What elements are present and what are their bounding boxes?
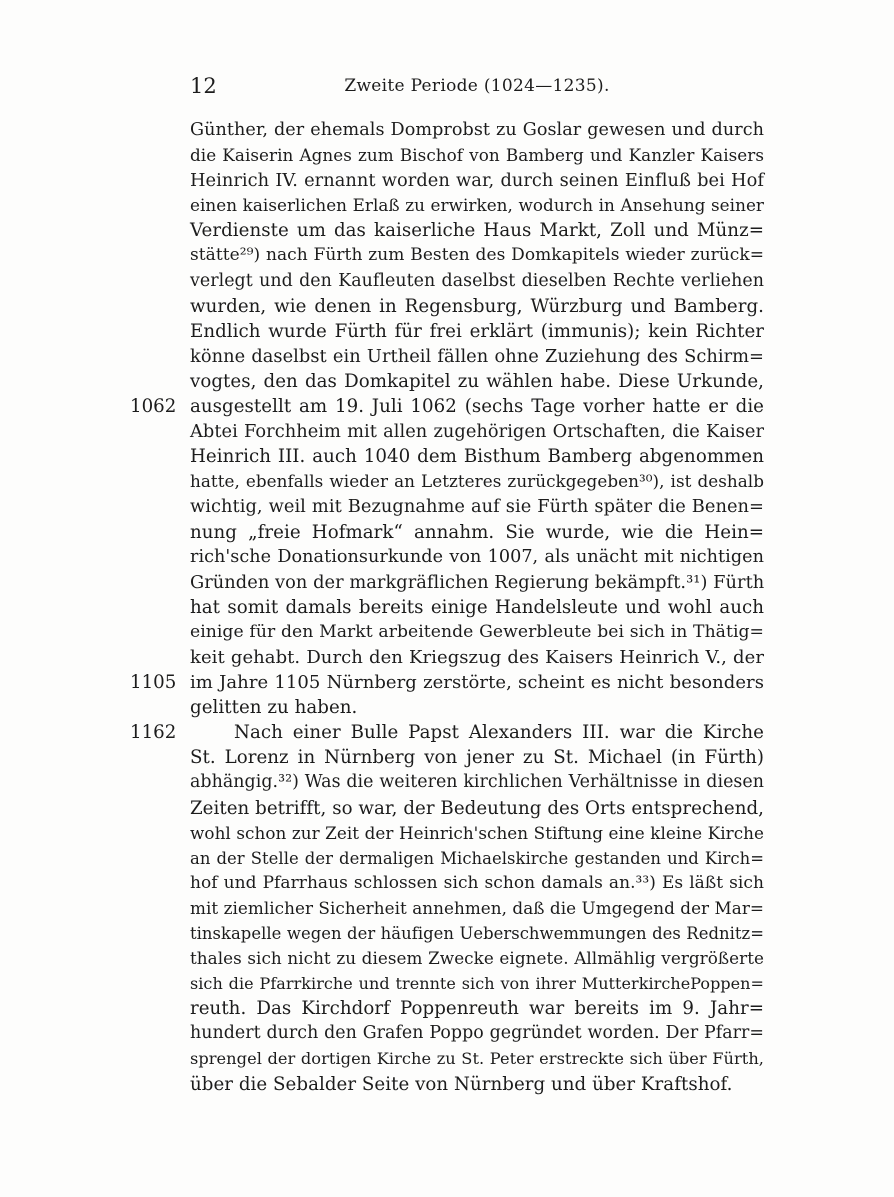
page-header xyxy=(190,74,764,104)
text-line: hof und Pfarrhaus schlossen sich schon damals an.³³) Es läßt sich xyxy=(190,872,764,893)
text-line: wichtig, weil mit Bezugnahme auf sie Fürth später die Benen= xyxy=(190,496,764,518)
text-line: thales sich nicht zu diesem Zwecke eignete. Allmählig vergrößerte xyxy=(190,948,764,969)
text-line: Gründen von der markgräflichen Regierung bekämpft.³¹) Fürth xyxy=(190,571,765,593)
text-line: Günther, der ehemals Domprobst zu Goslar gewesen und durch xyxy=(190,120,764,140)
paragraph-end-line: gelitten zu haben. xyxy=(190,697,358,719)
margin-year-1062: 1062 xyxy=(130,396,177,417)
text-line: vogtes, den das Domkapitel zu wählen habe. Diese Urkunde, xyxy=(190,370,764,392)
text-line: reuth. Das Kirchdorf Poppenreuth war bereits im 9. Jahr= xyxy=(190,998,764,1020)
text-line: an der Stelle der dermaligen Michaelskirche gestanden und Kirch= xyxy=(190,848,764,868)
text-line: abhängig.³²) Was die weiteren kirchlichen Verhältnisse in diesen xyxy=(190,772,764,793)
text-line: könne daselbst ein Urtheil fällen ohne Zuziehung des Schirm= xyxy=(190,345,764,367)
text-line: wurden, wie denen in Regensburg, Würzburg und Bamberg. xyxy=(190,295,764,317)
text-line: Heinrich III. auch 1040 dem Bisthum Bamberg abgenommen xyxy=(190,446,764,468)
text-line: einige für den Markt arbeitende Gewerbleute bei sich in Thätig= xyxy=(190,621,764,642)
text-line: verlegt und den Kaufleuten daselbst dieselben Rechte verliehen xyxy=(190,270,764,291)
page-number: 12 xyxy=(190,74,217,98)
text-line: St. Lorenz in Nürnberg von jener zu St. Michael (in Fürth) xyxy=(190,747,764,769)
text-line: hat somit damals bereits einige Handelsleute und wohl auch xyxy=(190,596,764,618)
text-line: Abtei Forchheim mit allen zugehörigen Ortschaften, die Kaiser xyxy=(190,421,764,443)
paragraph-start-line: Nach einer Bulle Papst Alexanders III. war die Kirche xyxy=(234,722,764,744)
text-line: keit gehabt. Durch den Kriegszug des Kaisers Heinrich V., der xyxy=(190,646,764,668)
text-line: tinskapelle wegen der häufigen Ueberschwemmungen des Rednitz= xyxy=(190,924,764,943)
margin-year-1162: 1162 xyxy=(130,722,177,743)
text-line: Zeiten betrifft, so war, der Bedeutung des Orts entsprechend, xyxy=(190,797,764,819)
text-line: wohl schon zur Zeit der Heinrich'schen Stiftung eine kleine Kirche xyxy=(190,822,764,843)
text-line: nung „freie Hofmark“ annahm. Sie wurde, wie die Hein= xyxy=(190,521,764,543)
running-title: Zweite Periode (1024—1235). xyxy=(344,76,610,96)
paragraph-end-line: über die Sebalder Seite von Nürnberg und über Kraftshof. xyxy=(190,1073,733,1095)
text-line: sich die Pfarrkirche und trennte sich von ihrer MutterkirchePoppen= xyxy=(190,974,764,994)
text-line: hatte, ebenfalls wieder an Letzteres zurückgegeben³⁰), ist deshalb xyxy=(190,471,764,492)
margin-year-1105: 1105 xyxy=(130,672,177,693)
text-line: Endlich wurde Fürth für frei erklärt (immunis); kein Richter xyxy=(190,320,764,342)
text-line: Heinrich IV. ernannt worden war, durch seinen Einfluß bei Hof xyxy=(190,170,764,192)
text-line: einen kaiserlichen Erlaß zu erwirken, wodurch in Ansehung seiner xyxy=(190,195,764,216)
text-line: stätte²⁹) nach Fürth zum Besten des Domkapitels wieder zurück= xyxy=(190,245,764,266)
text-line: ausgestellt am 19. Juli 1062 (sechs Tage vorher hatte er die xyxy=(190,396,764,418)
text-line: hundert durch den Grafen Poppo gegründet worden. Der Pfarr= xyxy=(190,1023,764,1044)
text-line: mit ziemlicher Sicherheit annehmen, daß die Umgegend der Mar= xyxy=(190,897,764,918)
text-line: Verdienste um das kaiserliche Haus Markt, Zoll und Münz= xyxy=(190,220,764,242)
text-line: im Jahre 1105 Nürnberg zerstörte, scheint es nicht besonders xyxy=(190,672,764,694)
text-line: sprengel der dortigen Kirche zu St. Peter erstreckte sich über Fürth, xyxy=(190,1049,764,1069)
body-text xyxy=(190,118,764,1097)
text-line: die Kaiserin Agnes zum Bischof von Bamberg und Kanzler Kaisers xyxy=(190,145,764,166)
text-line: rich'sche Donationsurkunde von 1007, als unächt mit nichtigen xyxy=(190,546,764,567)
